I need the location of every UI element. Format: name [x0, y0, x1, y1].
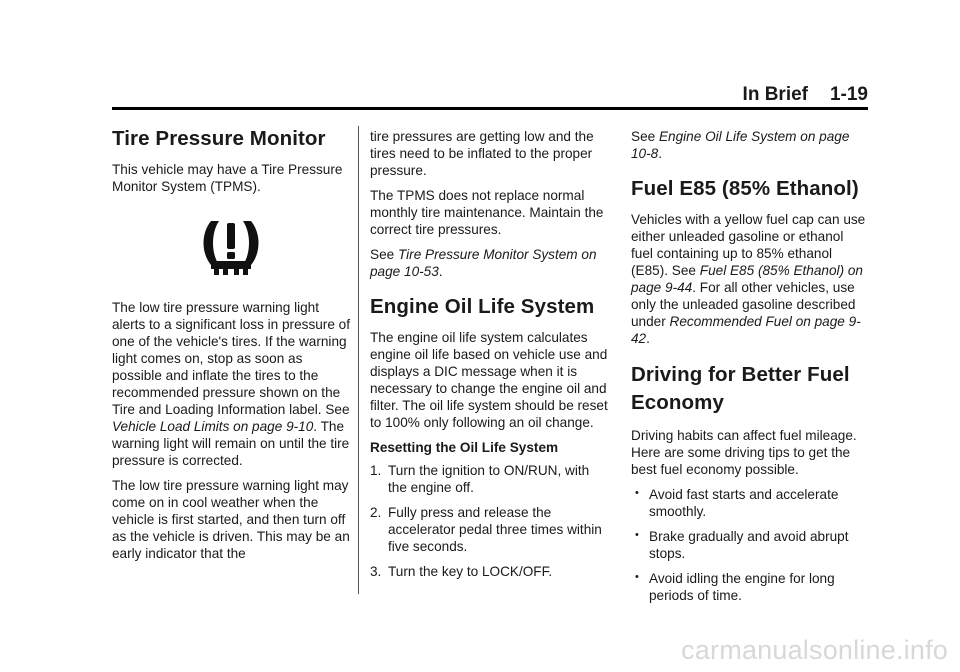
subheading-resetting: Resetting the Oil Life System	[370, 440, 559, 455]
column-divider	[358, 126, 359, 594]
bullet-icon: •	[635, 529, 639, 541]
step-item: 2. Fully press and release the accelerator pedal three times within five seconds.	[370, 505, 602, 554]
section-title: In Brief	[742, 84, 808, 105]
warning-light-paragraph: The low tire pressure warning light alerts to a significant loss in pressure of one of the vehicle's tires. If the warning light comes on, stop as soon as possible and inflate the tires to the recommended pressure shown on the Tire and Loading Information label. See Vehicle Load Limits on page 9-10. The warning light will remain on until the tire pressure is corrected.	[112, 300, 351, 468]
step-item: 1. Turn the ignition to ON/RUN, with the engine off.	[370, 463, 590, 495]
header-rule	[112, 107, 868, 110]
column-2	[370, 128, 608, 588]
step-item: 3. Turn the key to LOCK/OFF.	[370, 564, 553, 579]
see-oil-life-ref: See Engine Oil Life System on page 10-8.	[631, 129, 850, 161]
driving-habits-paragraph: Driving habits can affect fuel mileage. Here are some driving tips to get the best fuel economy possible.	[631, 428, 857, 477]
heading-engine-oil-life: Engine Oil Life System	[370, 295, 595, 318]
fuel-paragraph: Vehicles with a yellow fuel cap can use either unleaded gasoline or ethanol fuel containing up to 85% ethanol (E85). See Fuel E85 (85% Ethanol) on page 9-44. For all other vehicles, use only the unleaded gasoline described under Recommended Fuel on page 9-42.	[631, 212, 866, 346]
page-header	[112, 84, 868, 106]
page-number: 1-19	[829, 84, 868, 105]
watermark: carmanualsonline.info	[681, 635, 948, 665]
column-1	[112, 126, 350, 570]
ref-tpms: Tire Pressure Monitor System on page 10-53	[370, 247, 597, 279]
column-3	[631, 128, 869, 612]
bullet-item: • Avoid idling the engine for long periods of time.	[635, 571, 835, 603]
bullet-icon: •	[635, 487, 639, 499]
heading-better-fuel-economy: Driving for Better Fuel Economy	[631, 363, 850, 414]
ref-recommended-fuel: Recommended Fuel on page 9-42	[631, 314, 861, 346]
ref-vehicle-load-limits: Vehicle Load Limits on page 9-10	[112, 419, 314, 434]
ref-engine-oil-life: Engine Oil Life System on page 10-8	[631, 129, 850, 161]
oil-life-paragraph: The engine oil life system calculates engine oil life based on vehicle use and displays a DIC message when it is necessary to change the engine oil and filter. The oil life system should be reset to 100% only following an oil change.	[370, 330, 608, 430]
tpms-maintenance-paragraph: The TPMS does not replace normal monthly tire maintenance. Maintain the correct tire pressures.	[370, 188, 604, 237]
continued-paragraph: tire pressures are getting low and the tires need to be inflated to the proper pressure.	[370, 129, 594, 178]
see-tpms-ref: See Tire Pressure Monitor System on page 10-53.	[370, 247, 597, 279]
bullet-item: • Brake gradually and avoid abrupt stops.	[635, 529, 849, 561]
bullet-icon: •	[635, 571, 639, 583]
tpms-intro: This vehicle may have a Tire Pressure Monitor System (TPMS).	[112, 162, 343, 194]
heading-fuel-e85: Fuel E85 (85% Ethanol)	[631, 177, 859, 200]
cool-weather-paragraph: The low tire pressure warning light may come on in cool weather when the vehicle is first started, and then turn off as the vehicle is driven. This may be an early indicator that the	[112, 478, 350, 561]
bullet-item: • Avoid fast starts and accelerate smoothly.	[635, 487, 839, 519]
tire-pressure-warning-icon	[199, 215, 263, 277]
tpms-icon-wrap	[112, 203, 350, 289]
ref-fuel-e85: Fuel E85 (85% Ethanol) on page 9-44	[631, 263, 863, 295]
heading-tire-pressure-monitor: Tire Pressure Monitor	[112, 127, 326, 150]
